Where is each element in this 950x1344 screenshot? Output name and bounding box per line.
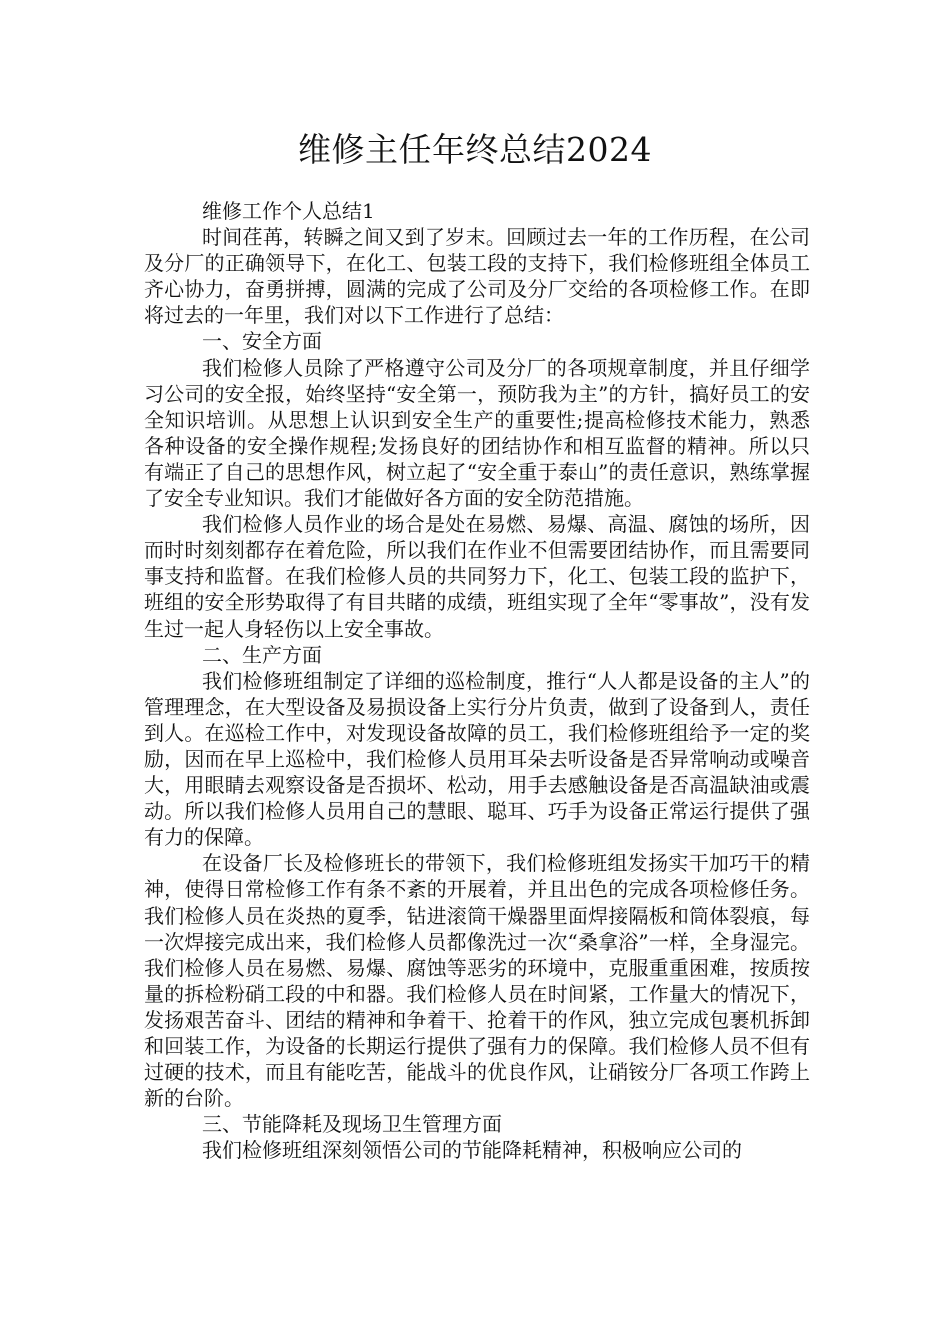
document-title: 维修主任年终总结2024 — [298, 130, 652, 169]
paragraph-safety-2: 我们检修人员作业的场合是处在易燃、易爆、高温、腐蚀的场所，因而时时刻刻都存在着危险，所以我们在作业不但需要团结协作，而且需要同事支持和监督。在我们检修人员的共同努力下，化工、包装工段的监护下，班组的安全形势取得了有目共睹的成绩，班组实现了全年“零事故”，没有发生过一起人身轻伤以上安全事故。 — [144, 512, 810, 641]
paragraph-energy-saving-1: 我们检修班组深刻领悟公司的节能降耗精神，积极响应公司的 — [202, 1138, 742, 1163]
paragraph-safety-1: 我们检修人员除了严格遵守公司及分厂的各项规章制度，并且仔细学习公司的安全报，始终坚持“安全第一，预防我为主”的方针，搞好员工的安全知识培训。从思想上认识到安全生产的重要性;提高检修技术能力，熟悉各种设备的安全操作规程;发扬良好的团结协作和相互监督的精神。所以只有端正了自己的思想作风，树立起了“安全重于泰山”的责任意识，熟练掌握了安全专业知识。我们才能做好各方面的安全防范措施。 — [144, 355, 810, 511]
section-heading-summary-1: 维修工作个人总结1 — [202, 199, 375, 223]
section-heading-safety: 一、安全方面 — [202, 329, 322, 354]
paragraph-production-2: 在设备厂长及检修班长的带领下，我们检修班组发扬实干加巧干的精神，使得日常检修工作有条不紊的开展着，并且出色的完成各项检修任务。我们检修人员在炎热的夏季，钻进滚筒干燥器里面焊接隔板和筒体裂痕，每一次焊接完成出来，我们检修人员都像洗过一次“桑拿浴”一样，全身湿完。我们检修人员在易燃、易爆、腐蚀等恶劣的环境中，克服重重困难，按质按量的拆检粉硝工段的中和器。我们检修人员在时间紧，工作量大的情况下，发扬艰苦奋斗、团结的精神和争着干、抢着干的作风，独立完成包裹机拆卸和回装工作，为设备的长期运行提供了强有力的保障。我们检修人员不但有过硬的技术，而且有能吃苦，能战斗的优良作风，让硝铵分厂各项工作跨上新的台阶。 — [144, 851, 810, 1111]
section-heading-production: 二、生产方面 — [202, 642, 322, 667]
section-heading-energy-saving: 三、节能降耗及现场卫生管理方面 — [202, 1112, 502, 1137]
document-body — [144, 198, 810, 1163]
paragraph-production-1: 我们检修班组制定了详细的巡检制度，推行“人人都是设备的主人”的管理理念，在大型设备及易损设备上实行分片负责，做到了设备到人，责任到人。在巡检工作中，对发现设备故障的员工，我们检修班组给予一定的奖励，因而在早上巡检中，我们检修人员用耳朵去听设备是否异常响动或噪音大，用眼睛去观察设备是否损坏、松动，用手去感触设备是否高温缺油或震动。所以我们检修人员用自己的慧眼、聪耳、巧手为设备正常运行提供了强有力的保障。 — [144, 668, 810, 850]
paragraph-intro: 时间荏苒，转瞬之间又到了岁末。回顾过去一年的工作历程，在公司及分厂的正确领导下，在化工、包装工段的支持下，我们检修班组全体员工齐心协力，奋勇拼搏，圆满的完成了公司及分厂交给的各项检修工作。在即将过去的一年里，我们对以下工作进行了总结： — [144, 225, 810, 328]
